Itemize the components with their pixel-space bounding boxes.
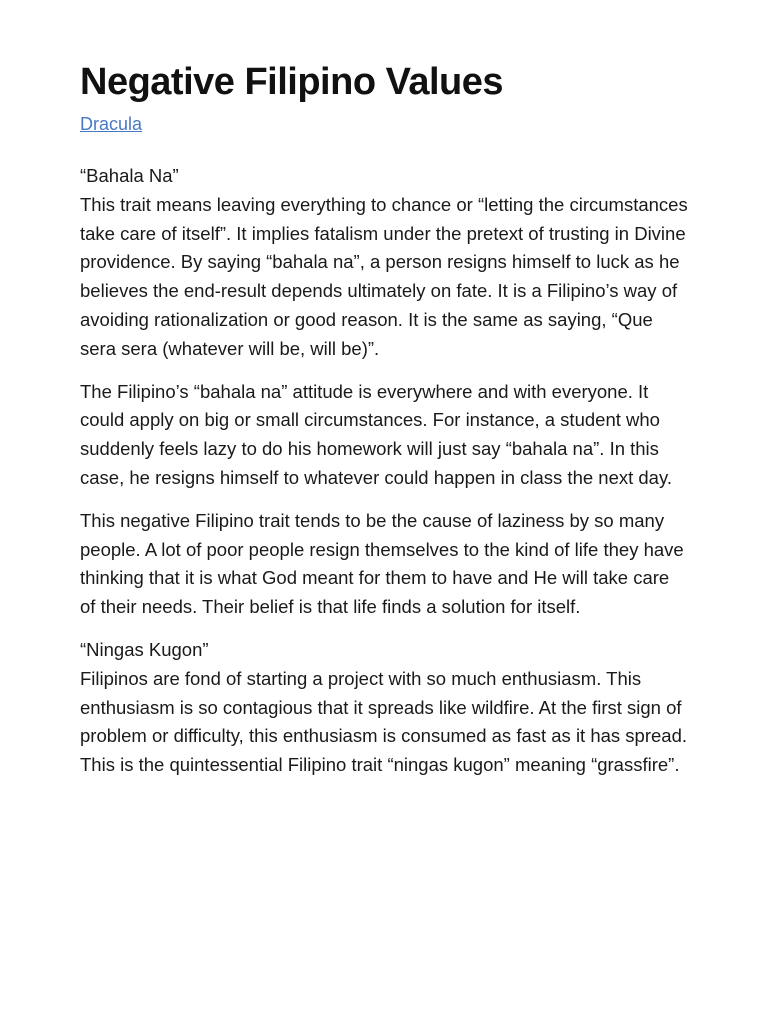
paragraph-bahala-na-example xyxy=(80,378,688,493)
paragraph-ningas-kugon-intro xyxy=(80,636,688,780)
section-heading-ningas-kugon: “Ningas Kugon” xyxy=(80,638,209,660)
paragraph-text: The Filipino’s “bahala na” attitude is everywhere and with everyone. It could apply on big or small circumstances. For instance, a student who suddenly feels lazy to do his homework will just say “bahala na”. In this case, he resigns himself to whatever could happen in class the next day. xyxy=(80,380,672,488)
page-title: Negative Filipino Values xyxy=(80,61,504,103)
paragraph-text: Filipinos are fond of starting a project with so much enthusiasm. This enthusiasm is so contagious that it spreads like wildfire. At the first sign of problem or difficulty, this enthusiasm is consumed as fast as it has spread. This is the quintessential Filipino trait “ningas kugon” meaning “grassfire”. xyxy=(80,667,688,776)
article-body xyxy=(80,162,688,780)
paragraph-bahala-na-effect xyxy=(80,507,688,622)
paragraph-text: This trait means leaving everything to chance or “letting the circumstances take care of itself”. It implies fatalism under the pretext of trusting in Divine providence. By saying “bahala na”, a person resigns himself to luck as he believes the end-result depends ultimately on fate. It is a Filipino’s way of avoiding rationalization or good reason. It is the same as saying, “Que sera sera (whatever will be, will be)”. xyxy=(80,193,688,359)
paragraph-bahala-na-intro xyxy=(80,162,688,364)
author-link[interactable]: Dracula xyxy=(80,114,143,134)
paragraph-text: This negative Filipino trait tends to be the cause of laziness by so many people. A lot of poor people resign themselves to the kind of life they have thinking that it is what God meant for them to have and He will take care of their needs. Their belief is that life finds a solution for itself. xyxy=(80,509,684,618)
section-heading-bahala-na: “Bahala Na” xyxy=(80,165,179,186)
